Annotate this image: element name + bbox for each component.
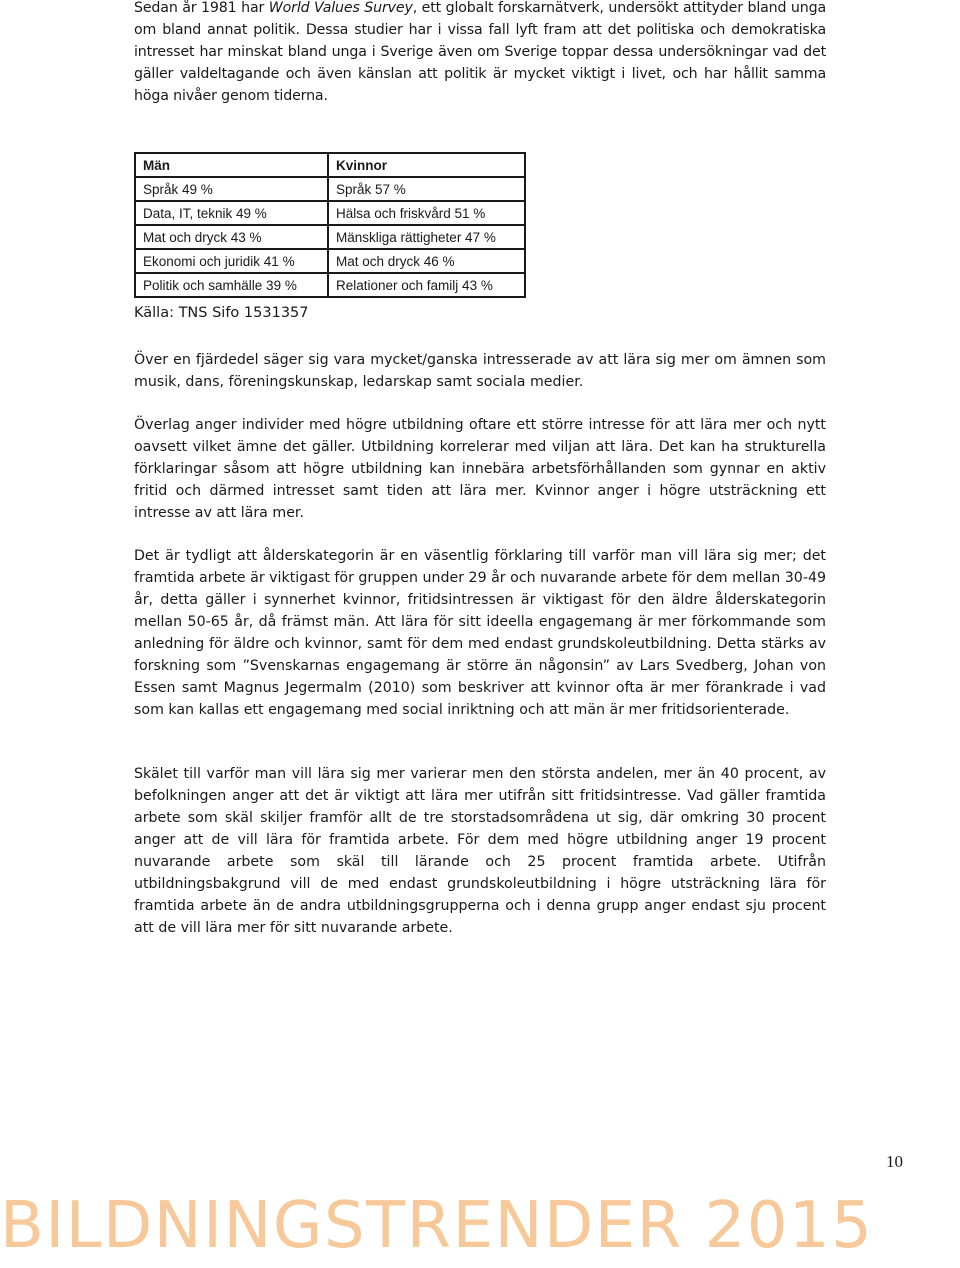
table-cell-women: Mat och dryck 46 % <box>328 249 525 273</box>
table-cell-men: Ekonomi och juridik 41 % <box>135 249 328 273</box>
body-paragraph-2: Överlag anger individer med högre utbildning oftare ett större intresse för att lära mer och nytt oavsett vilket ämne det gäller. Utbildning korrelerar med viljan att lära. Det kan ha strukturella förklaringar såsom att högre utbildning kan innebära arbetsförhållanden som gynnar en aktiv fritid och därmed intresset samt tiden att lära mer. Kvinnor anger i högre utsträckning ett intresse av att lära mer. <box>134 417 826 521</box>
table-cell-women: Mänskliga rättigheter 47 % <box>328 225 525 249</box>
intro-text-end: , ett globalt forskarnätverk, undersökt attityder bland unga om bland annat politik. Dessa studier har i vissa fall lyft fram att det politiska och demokratiska intresset har minskat bland unga i Sverige även om Sverige toppar dessa undersökningar vad det gäller valdeltagande och även känslan att politik är mycket viktigt i livet, och har hållit samma höga nivåer genom tiderna. <box>134 0 827 104</box>
table-cell-women: Hälsa och friskvård 51 % <box>328 201 525 225</box>
table-cell-women: Språk 57 % <box>328 177 525 201</box>
table-cell-men: Politik och samhälle 39 % <box>135 273 328 297</box>
table-cell-women: Relationer och familj 43 % <box>328 273 525 297</box>
body-paragraph-4: Skälet till varför man vill lära sig mer varierar men den största andelen, mer än 40 procent, av befolkningen anger att det är viktigt att lära mer utifrån sitt fritidsintresse. Vad gäller framtida arbete som skäl skiljer framför allt de tre storstadsområdena ut sig, där omkring 30 procent anger att de vill lära för framtida arbete. För dem med högre utbildning anger 19 procent nuvarande arbete som skäl till lärande och 25 procent framtida arbete. Utifrån utbildningsbakgrund vill de med endast grundskoleutbildning i högre utsträckning lära för framtida arbete än de andra utbildningsgrupperna och i denna grupp anger endast sju procent att de vill lära mer för sitt nuvarande arbete. <box>134 766 826 936</box>
table-cell-men: Data, IT, teknik 49 % <box>135 201 328 225</box>
body-paragraph-1: Över en fjärdedel säger sig vara mycket/ganska intresserade av att lära sig mer om ämnen som musik, dans, föreningskunskap, ledarskap samt sociala medier. <box>134 352 826 390</box>
table-row <box>135 201 525 225</box>
table-row <box>135 249 525 273</box>
table-header-row <box>135 153 525 177</box>
intro-paragraph <box>134 0 826 107</box>
table-cell-men: Språk 49 % <box>135 177 328 201</box>
interest-table <box>134 152 526 298</box>
intro-survey-name: World Values Survey <box>268 0 413 16</box>
column-header-men: Män <box>135 153 328 177</box>
page-number: 10 <box>886 1152 903 1171</box>
table-row <box>135 177 525 201</box>
table-cell-men: Mat och dryck 43 % <box>135 225 328 249</box>
body-paragraph-3: Det är tydligt att ålderskategorin är en väsentlig förklaring till varför man vill lära sig mer; det framtida arbete är viktigast för gruppen under 29 år och nuvarande arbete för dem mellan 30-49 år, detta gäller i synnerhet kvinnor, fritidsintressen är viktigast för den äldre ålderskategorin mellan 50-65 år, då främst män. Att lära för sitt ideella engagemang är mer förkommande som anledning för äldre och kvinnor, samt för dem med endast grundskoleutbildning. Detta stärks av forskning som ”Svenskarnas engagemang är större än någonsin” av Lars Svedberg, Johan von Essen samt Magnus Jegermalm (2010) som beskriver att kvinnor ofta är mer förankrade i vad som kan kallas ett engagemang med social inriktning och att män är mer fritidsorienterade. <box>134 548 826 718</box>
table-row <box>135 225 525 249</box>
table-row <box>135 273 525 297</box>
footer-brand-title: BILDNINGSTRENDER 2015 <box>0 1189 874 1263</box>
table-source: Källa: TNS Sifo 1531357 <box>134 305 309 321</box>
intro-text-start: Sedan år 1981 har <box>134 0 269 16</box>
column-header-women: Kvinnor <box>328 153 525 177</box>
